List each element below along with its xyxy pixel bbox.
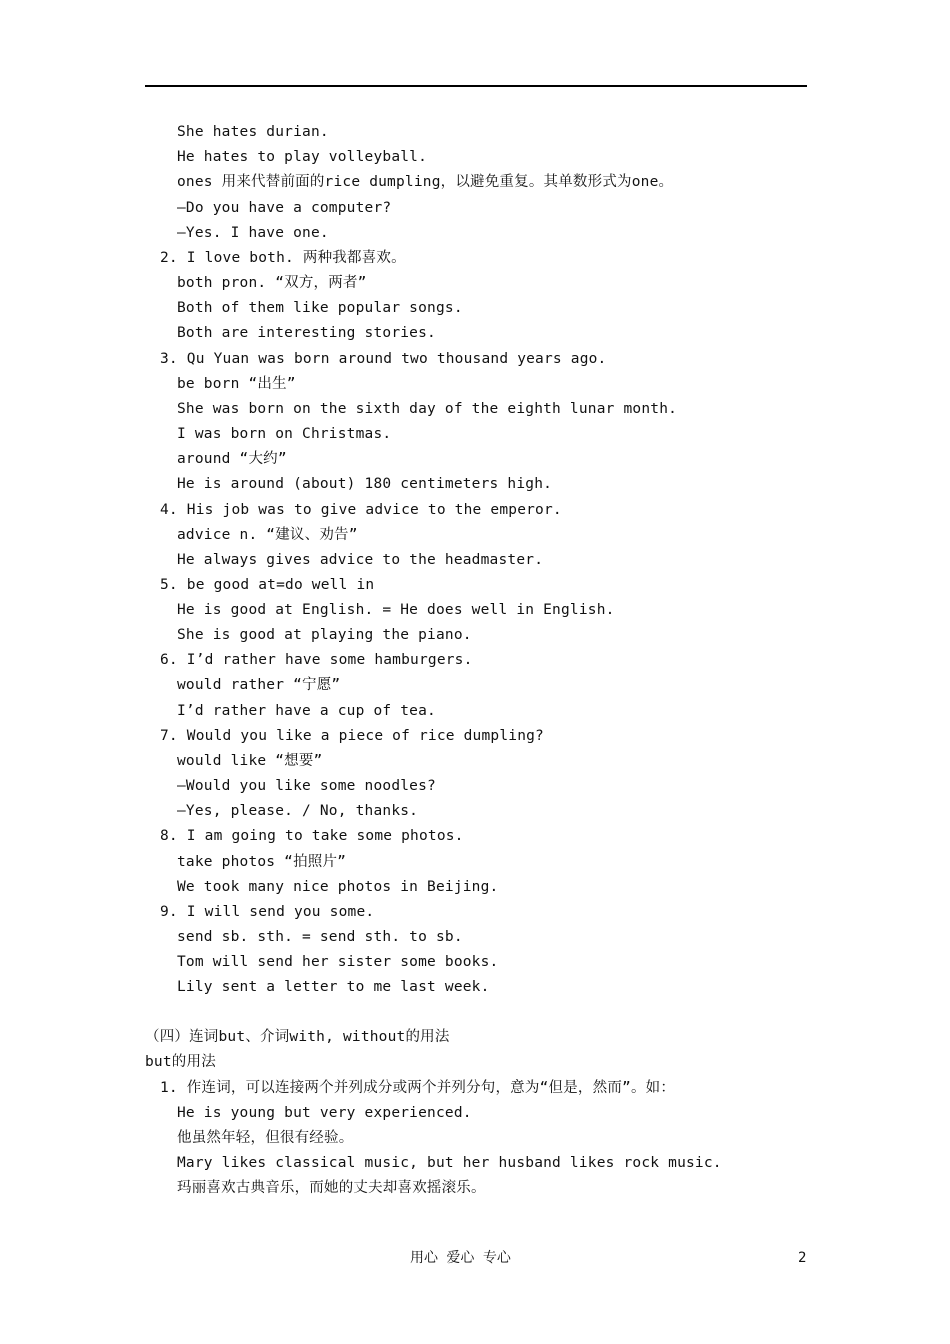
text-line: I was born on Christmas. xyxy=(177,426,392,442)
text-line: take photos “拍照片” xyxy=(177,854,347,870)
numbered-item: 8. I am going to take some photos. xyxy=(160,828,464,844)
header-rule xyxy=(145,85,807,87)
numbered-item: 6. I’d rather have some hamburgers. xyxy=(160,652,473,668)
text-line: She was born on the sixth day of the eighth lunar month. xyxy=(177,401,678,417)
text-line: would rather “宁愿” xyxy=(177,677,341,693)
text-line: around “大约” xyxy=(177,451,287,467)
text-line: She is good at playing the piano. xyxy=(177,627,472,643)
text-line: He always gives advice to the headmaster. xyxy=(177,552,544,568)
text-line: both pron. “双方，两者” xyxy=(177,275,367,291)
page-number: 2 xyxy=(798,1250,807,1266)
text-line: advice n. “建议、劝告” xyxy=(177,527,358,543)
text-line: He is good at English. = He does well in English. xyxy=(177,602,615,618)
text-line: be born “出生” xyxy=(177,376,296,392)
text-line: I’d rather have a cup of tea. xyxy=(177,703,436,719)
text-line: Tom will send her sister some books. xyxy=(177,954,499,970)
numbered-item: 5. be good at=do well in xyxy=(160,577,375,593)
text-line: He hates to play volleyball. xyxy=(177,149,428,165)
text-line: He is around (about) 180 centimeters high. xyxy=(177,476,553,492)
text-line: Lily sent a letter to me last week. xyxy=(177,979,490,995)
text-line: Both are interesting stories. xyxy=(177,325,436,341)
subsection-heading: but的用法 xyxy=(145,1054,216,1070)
text-line: —Yes, please. / No, thanks. xyxy=(177,803,419,819)
text-line: 他虽然年轻，但很有经验。 xyxy=(177,1130,354,1146)
text-line: —Would you like some noodles? xyxy=(177,778,436,794)
text-line: She hates durian. xyxy=(177,124,329,140)
text-line: —Do you have a computer? xyxy=(177,200,392,216)
section-heading: （四）连词but、介词with, without的用法 xyxy=(145,1029,450,1045)
text-line: We took many nice photos in Beijing. xyxy=(177,879,499,895)
text-line: 玛丽喜欢古典音乐，而她的丈夫却喜欢摇滚乐。 xyxy=(177,1180,486,1196)
numbered-item: 1. 作连词，可以连接两个并列成分或两个并列分句，意为“但是，然而”。如： xyxy=(160,1080,676,1096)
text-line: —Yes. I have one. xyxy=(177,225,329,241)
text-line: He is young but very experienced. xyxy=(177,1105,472,1121)
text-line: ones 用来代替前面的rice dumpling，以避免重复。其单数形式为one。 xyxy=(177,174,674,190)
text-line: would like “想要” xyxy=(177,753,323,769)
numbered-item: 2. I love both. 两种我都喜欢。 xyxy=(160,250,406,266)
text-line: Mary likes classical music, but her husband likes rock music. xyxy=(177,1155,722,1171)
text-line: Both of them like popular songs. xyxy=(177,300,463,316)
numbered-item: 3. Qu Yuan was born around two thousand years ago. xyxy=(160,351,607,367)
footer-motto: 用心 爱心 专心 xyxy=(410,1250,511,1266)
text-line: send sb. sth. = send sth. to sb. xyxy=(177,929,463,945)
numbered-item: 4. His job was to give advice to the emperor. xyxy=(160,502,562,518)
numbered-item: 9. I will send you some. xyxy=(160,904,375,920)
numbered-item: 7. Would you like a piece of rice dumpling? xyxy=(160,728,544,744)
